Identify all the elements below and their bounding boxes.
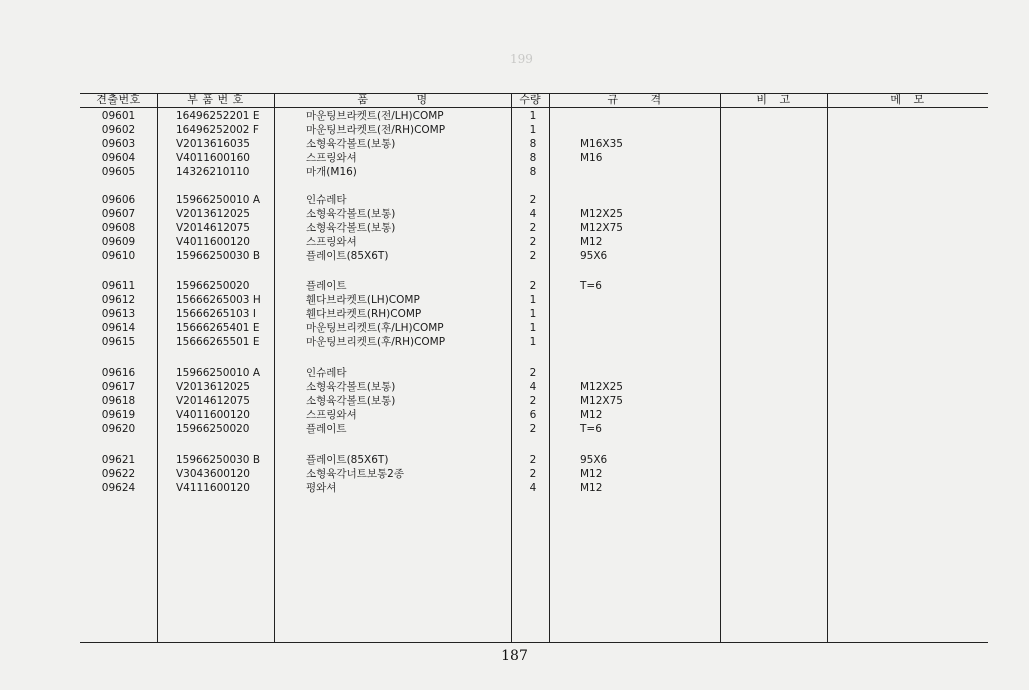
- row-qty: 1: [529, 124, 537, 136]
- row-part-no: 15966250020: [176, 280, 250, 292]
- row-qty: 8: [529, 166, 537, 178]
- header-remark: 비 고: [756, 93, 791, 106]
- table-row: [80, 380, 988, 394]
- table-row: [80, 123, 988, 137]
- row-no: 09608: [101, 222, 136, 234]
- row-name: 소형육각볼트(보통): [306, 381, 396, 393]
- table-row: [80, 467, 988, 481]
- page-number: 187: [501, 648, 528, 664]
- row-spec: M12X25: [580, 208, 623, 220]
- row-no: 09609: [101, 236, 136, 248]
- row-name: 인슈레타: [306, 194, 347, 206]
- row-name: 플레이트: [306, 423, 347, 435]
- row-part-no: V3043600120: [176, 468, 250, 480]
- row-spec: 95X6: [580, 250, 608, 262]
- table-row: [80, 481, 988, 495]
- row-name: 소형육각볼트(보통): [306, 222, 396, 234]
- row-no: 09621: [101, 454, 136, 466]
- row-qty: 2: [529, 236, 537, 248]
- row-part-no: V4011600120: [176, 236, 250, 248]
- table-row: [80, 235, 988, 249]
- row-no: 09603: [101, 138, 136, 150]
- row-spec: M16X35: [580, 138, 623, 150]
- header-qty: 수량: [519, 93, 541, 106]
- row-part-no: V2014612075: [176, 395, 250, 407]
- table-row: [80, 151, 988, 165]
- row-no: 09610: [101, 250, 136, 262]
- row-qty: 8: [529, 152, 537, 164]
- row-qty: 2: [529, 423, 537, 435]
- row-name: 소형육각볼트(보통): [306, 208, 396, 220]
- row-name: 평와셔: [306, 482, 337, 494]
- row-name: 플레이트(85X6T): [306, 250, 389, 262]
- row-name: 스프링와셔: [306, 152, 357, 164]
- row-spec: M12: [580, 236, 603, 248]
- header-spec: 규 격: [607, 93, 662, 106]
- table-row: [80, 279, 988, 293]
- row-part-no: V4111600120: [176, 482, 250, 494]
- row-no: 09622: [101, 468, 136, 480]
- row-no: 09601: [101, 110, 136, 122]
- row-name: 마운팅브리켓트(후/LH)COMP: [306, 322, 444, 334]
- row-part-no: 14326210110: [176, 166, 250, 178]
- row-no: 09602: [101, 124, 136, 136]
- table-row: [80, 366, 988, 380]
- table-row: [80, 249, 988, 263]
- row-no: 09607: [101, 208, 136, 220]
- row-part-no: 15966250010 A: [176, 194, 261, 206]
- header-part-no: 부 품 번 호: [187, 93, 244, 106]
- table-row: [80, 394, 988, 408]
- row-name: 스프링와셔: [306, 236, 357, 248]
- table-row: [80, 321, 988, 335]
- row-part-no: V2013612025: [176, 381, 250, 393]
- row-part-no: 15666265103 I: [176, 308, 256, 320]
- header-memo: 메 모: [890, 93, 925, 106]
- row-spec: M12X25: [580, 381, 623, 393]
- row-spec: T=6: [580, 423, 602, 435]
- row-part-no: 15966250010 A: [176, 367, 261, 379]
- row-qty: 2: [529, 468, 537, 480]
- row-no: 09611: [101, 280, 136, 292]
- row-name: 플레이트: [306, 280, 347, 292]
- row-part-no: 15966250030 B: [176, 250, 261, 262]
- row-no: 09614: [101, 322, 136, 334]
- row-no: 09618: [101, 395, 136, 407]
- row-spec: M12: [580, 468, 603, 480]
- table-row: [80, 335, 988, 349]
- header-no: 견출번호: [96, 93, 141, 106]
- table-row: [80, 453, 988, 467]
- row-name: 스프링와셔: [306, 409, 357, 421]
- row-part-no: 15666265401 E: [176, 322, 260, 334]
- row-name: 휀다브라켓트(LH)COMP: [306, 294, 420, 306]
- row-no: 09624: [101, 482, 136, 494]
- row-no: 09606: [101, 194, 136, 206]
- row-qty: 2: [529, 454, 537, 466]
- row-name: 마운팅브리켓트(후/RH)COMP: [306, 336, 446, 348]
- table-row: [80, 293, 988, 307]
- row-name: 소형육각볼트(보통): [306, 138, 396, 150]
- row-spec: M12: [580, 482, 603, 494]
- table-row: [80, 137, 988, 151]
- row-part-no: 16496252002 F: [176, 124, 259, 136]
- header-name: 품 명: [357, 93, 428, 106]
- row-no: 09604: [101, 152, 136, 164]
- row-name: 마운팅브라켓트(전/LH)COMP: [306, 110, 444, 122]
- row-no: 09619: [101, 409, 136, 421]
- row-qty: 2: [529, 222, 537, 234]
- row-part-no: 15666265003 H: [176, 294, 261, 306]
- row-qty: 1: [529, 308, 537, 320]
- row-qty: 4: [529, 381, 537, 393]
- row-part-no: V2013612025: [176, 208, 250, 220]
- table-row: [80, 221, 988, 235]
- row-qty: 1: [529, 110, 537, 122]
- row-qty: 8: [529, 138, 537, 150]
- row-part-no: 15966250020: [176, 423, 250, 435]
- row-qty: 1: [529, 336, 537, 348]
- table-bottom-rule: [80, 642, 988, 643]
- row-name: 휀다브라켓트(RH)COMP: [306, 308, 422, 320]
- row-qty: 6: [529, 409, 537, 421]
- row-part-no: V4011600160: [176, 152, 250, 164]
- row-no: 09620: [101, 423, 136, 435]
- row-part-no: 15666265501 E: [176, 336, 260, 348]
- show-through-mark: 199: [510, 52, 533, 66]
- row-part-no: 16496252201 E: [176, 110, 260, 122]
- header-bottom-rule: [80, 107, 988, 108]
- row-name: 인슈레타: [306, 367, 347, 379]
- row-qty: 2: [529, 194, 537, 206]
- table-row: [80, 165, 988, 179]
- row-no: 09616: [101, 367, 136, 379]
- row-qty: 1: [529, 294, 537, 306]
- row-no: 09617: [101, 381, 136, 393]
- row-spec: M16: [580, 152, 603, 164]
- row-spec: M12X75: [580, 395, 623, 407]
- row-part-no: 15966250030 B: [176, 454, 261, 466]
- row-no: 09612: [101, 294, 136, 306]
- row-spec: M12: [580, 409, 603, 421]
- table-row: [80, 193, 988, 207]
- row-part-no: V2014612075: [176, 222, 250, 234]
- table-row: [80, 408, 988, 422]
- row-no: 09613: [101, 308, 136, 320]
- row-no: 09615: [101, 336, 136, 348]
- row-name: 소형육각볼트(보통): [306, 395, 396, 407]
- row-qty: 2: [529, 250, 537, 262]
- row-spec: 95X6: [580, 454, 608, 466]
- row-qty: 2: [529, 367, 537, 379]
- row-qty: 2: [529, 395, 537, 407]
- row-qty: 2: [529, 280, 537, 292]
- row-name: 플레이트(85X6T): [306, 454, 389, 466]
- row-spec: T=6: [580, 280, 602, 292]
- row-qty: 1: [529, 322, 537, 334]
- table-row: [80, 207, 988, 221]
- row-spec: M12X75: [580, 222, 623, 234]
- row-name: 마운팅브라켓트(전/RH)COMP: [306, 124, 446, 136]
- row-part-no: V2013616035: [176, 138, 250, 150]
- row-part-no: V4011600120: [176, 409, 250, 421]
- row-qty: 4: [529, 482, 537, 494]
- row-no: 09605: [101, 166, 136, 178]
- parts-table: [80, 93, 988, 643]
- table-row: [80, 109, 988, 123]
- table-row: [80, 307, 988, 321]
- row-qty: 4: [529, 208, 537, 220]
- table-row: [80, 422, 988, 436]
- row-name: 마개(M16): [306, 166, 357, 178]
- row-name: 소형육각너트보통2종: [306, 468, 404, 480]
